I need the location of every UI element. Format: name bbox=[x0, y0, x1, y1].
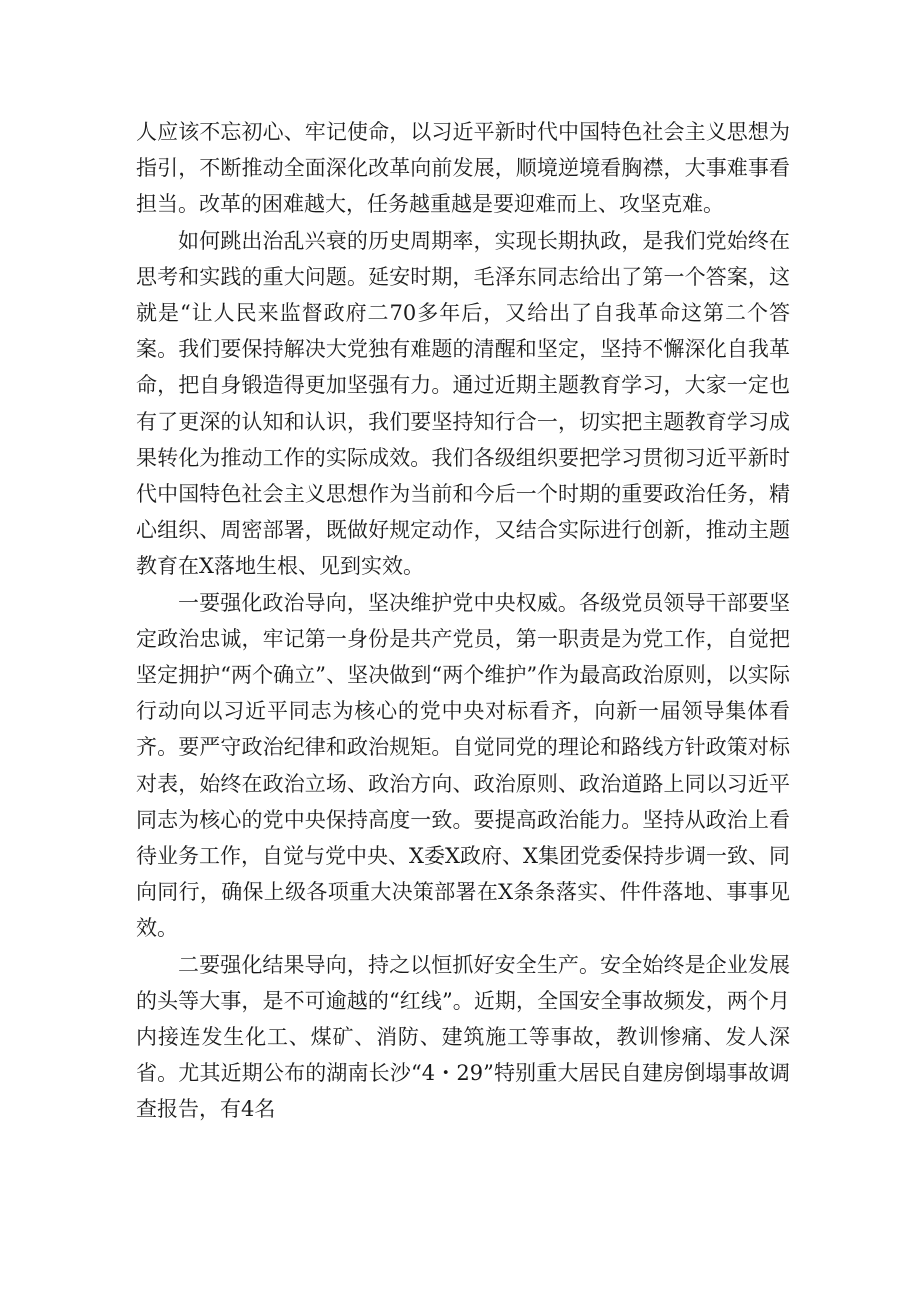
paragraph-political-orientation: 一要强化政治导向，坚决维护党中央权威。各级党员领导干部要坚定政治忠诚，牢记第一身份是共产党员，第一职责是为党工作，自觉把坚定拥护“两个确立”、坚决做到“两个维护”作为最高政治原则，以实际行动向以习近平同志为核心的党中央对标看齐，向新一届领导集体看齐。要严守政治纪律和政治规矩。自觉同党的理论和路线方针政策对标对表，始终在政治立场、政治方向、政治原则、政治道路上同以习近平同志为核心的党中央保持高度一致。要提高政治能力。坚持从政治上看待业务工作，自觉与党中央、X委X政府、X集团党委保持步调一致、同向同行，确保上级各项重大决策部署在X条条落实、件件落地、事事见效。 bbox=[136, 590, 790, 941]
document-body bbox=[136, 114, 790, 1128]
paragraph-history-cycle: 如何跳出治乱兴衰的历史周期率，实现长期执政，是我们党始终在思考和实践的重大问题。延安时期，毛泽东同志给出了第一个答案，这就是“让人民来监督政府二70多年后，又给出了自我革命这第二个答案。我们要保持解决大党独有难题的清醒和坚定，坚持不懈深化自我革命，把自身锻造得更加坚强有力。通过近期主题教育学习，大家一定也有了更深的认知和认识，我们要坚持知行合一，切实把主题教育学习成果转化为推动工作的实际成效。我们各级组织要把学习贯彻习近平新时代中国特色社会主义思想作为当前和今后一个时期的重要政治任务，精心组织、周密部署，既做好规定动作，又结合实际进行创新，推动主题教育在X落地生根、见到实效。 bbox=[136, 228, 790, 579]
paragraph-continuation: 人应该不忘初心、牢记使命，以习近平新时代中国特色社会主义思想为指引，不断推动全面深化改革向前发展，顺境逆境看胸襟，大事难事看担当。改革的困难越大，任务越重越是要迎难而上、攻坚克难。 bbox=[136, 120, 790, 217]
paragraph-safety-production: 二要强化结果导向，持之以恒抓好安全生产。安全始终是企业发展的头等大事，是不可逾越的“红线”。近期，全国安全事故频发，两个月内接连发生化工、煤矿、消防、建筑施工等事故，教训惨痛、发人深省。尤其近期公布的湖南长沙“4・29”特别重大居民自建房倒塌事故调查报告，有4名 bbox=[136, 952, 790, 1122]
